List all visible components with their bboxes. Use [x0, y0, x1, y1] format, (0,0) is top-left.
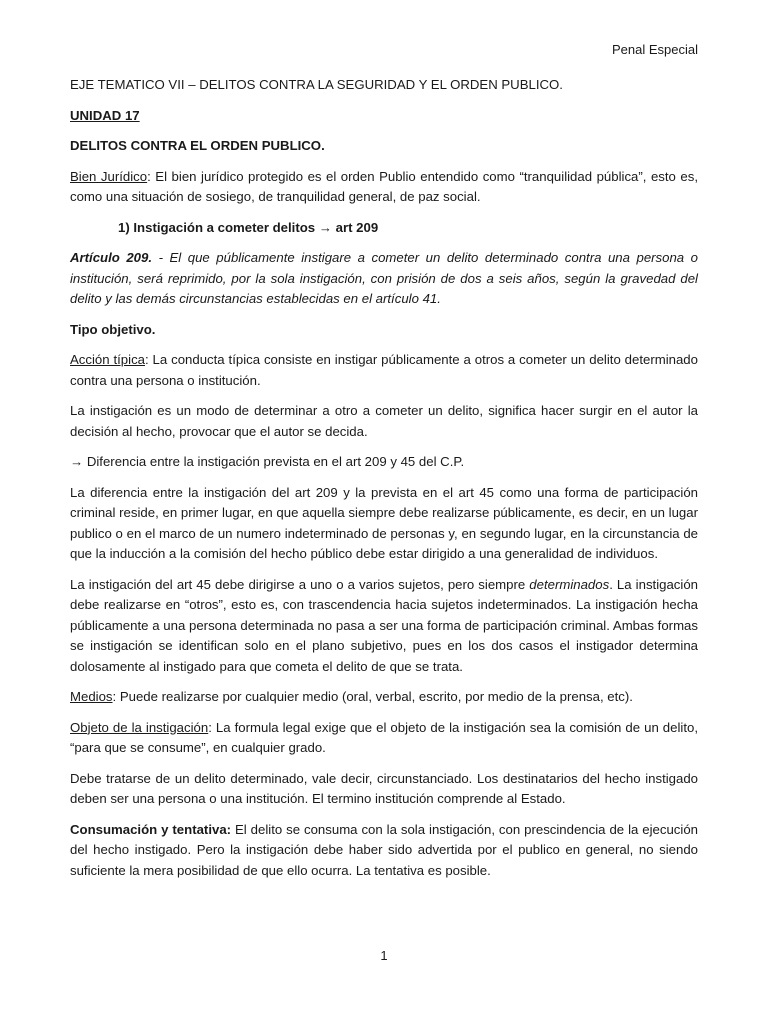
- articulo-209-label: Artículo 209.: [70, 250, 153, 265]
- accion-tipica-label: Acción típica: [70, 352, 145, 367]
- page-number: 1: [380, 948, 388, 963]
- document-body: [70, 75, 698, 891]
- instigacion-paragraph: La instigación es un modo de determinar a otro a cometer un delito, significa hacer surgir en el autor la decisión al hecho, provocar que el autor se decida.: [70, 403, 698, 439]
- item-1-heading: [70, 218, 698, 239]
- consumacion-paragraph: [70, 820, 698, 882]
- objeto-text: : La formula legal exige que el objeto de la instigación sea la comisión de un delito, “para que se consume”, en cualquier grado.: [70, 719, 699, 755]
- articulo-209-paragraph: [70, 248, 698, 310]
- articulo-209-text: - El que públicamente instigare a cometer un delito determinado contra una persona o institución, será reprimido, por la sola instigación, con prisión de dos a seis años, según la gravedad del delito y las demás circunstancias establecidas en el artículo 41.: [70, 250, 699, 306]
- art-45-emphasis: determinados: [529, 576, 610, 592]
- arrow-icon: →: [70, 454, 84, 469]
- unit-heading: UNIDAD 17: [70, 107, 140, 123]
- objeto-paragraph: [70, 718, 698, 759]
- objeto-label: Objeto de la instigación: [70, 719, 209, 735]
- consumacion-label: Consumación y tentativa:: [70, 821, 232, 837]
- bien-juridico-text: : El bien jurídico protegido es el orden Publio entendido como “tranquilidad pública”, esto es, como una situación de sosiego, de tranquilidad general, de paz social.: [70, 168, 699, 204]
- item-1-tail: art 209: [331, 219, 379, 235]
- arrow-icon: →: [318, 219, 332, 235]
- art-45-text-b: . La instigación debe realizarse en “otros”, esto es, con trascendencia hacia sujetos indeterminados. La instigación hecha públicamente a una persona determinada no pasa a ser una forma de participación criminal. Ambas formas se instigación se identifican solo en el plano subjetivo, pues en los dos casos el instigador determina dolosamente al instigado para que cometa el delito de que se trata.: [70, 576, 698, 674]
- accion-tipica-text: : La conducta típica consiste en instigar públicamente a otros a cometer un delito determinado contra una persona o institución.: [70, 352, 698, 388]
- medios-label: Medios: [70, 689, 113, 704]
- accion-tipica-paragraph: [70, 350, 698, 391]
- diferencia-heading: [70, 452, 698, 473]
- art-45-text-a: La instigación del art 45 debe dirigirse a uno o a varios sujetos, pero siempre: [70, 576, 530, 592]
- consumacion-text: El delito se consuma con la sola instigación, con prescindencia de la ejecución del hecho instigado. Pero la instigación debe haber sido advertida por el publico en general, no siendo suficiente la mera posibilidad de que ello ocurra. La tentativa es posible.: [70, 821, 698, 878]
- diferencia-paragraph: La diferencia entre la instigación del art 209 y la prevista en el art 45 como una forma de participación criminal reside, en primer lugar, en que aquella siempre debe realizarse públicamente, es decir, en un lugar publico o en el marco de un numero indeterminado de personas y, en segundo lugar, en la circunstancia de que la inducción a la comisión del hecho público debe estar dirigido a una generalidad de individuos.: [70, 484, 698, 561]
- section-title: DELITOS CONTRA EL ORDEN PUBLICO.: [70, 138, 325, 153]
- tipo-objetivo-heading: Tipo objetivo.: [70, 321, 156, 337]
- bien-juridico-paragraph: [70, 167, 698, 208]
- diferencia-heading-text: Diferencia entre la instigación prevista en el art 209 y 45 del C.P.: [83, 454, 465, 469]
- page-header: Penal Especial: [612, 42, 698, 57]
- eje-heading: EJE TEMATICO VII – DELITOS CONTRA LA SEGURIDAD Y EL ORDEN PUBLICO.: [70, 77, 563, 92]
- art-45-paragraph: [70, 575, 698, 678]
- medios-text: : Puede realizarse por cualquier medio (oral, verbal, escrito, por medio de la prensa, etc).: [112, 689, 633, 704]
- item-1-text: 1) Instigación a cometer delitos: [118, 219, 319, 235]
- bien-juridico-label: Bien Jurídico: [70, 168, 148, 184]
- delito-determinado-paragraph: Debe tratarse de un delito determinado, vale decir, circunstanciado. Los destinatarios del hecho instigado deben ser una persona o una institución. El termino institución comprende al Estado.: [70, 770, 698, 806]
- medios-paragraph: [70, 687, 698, 708]
